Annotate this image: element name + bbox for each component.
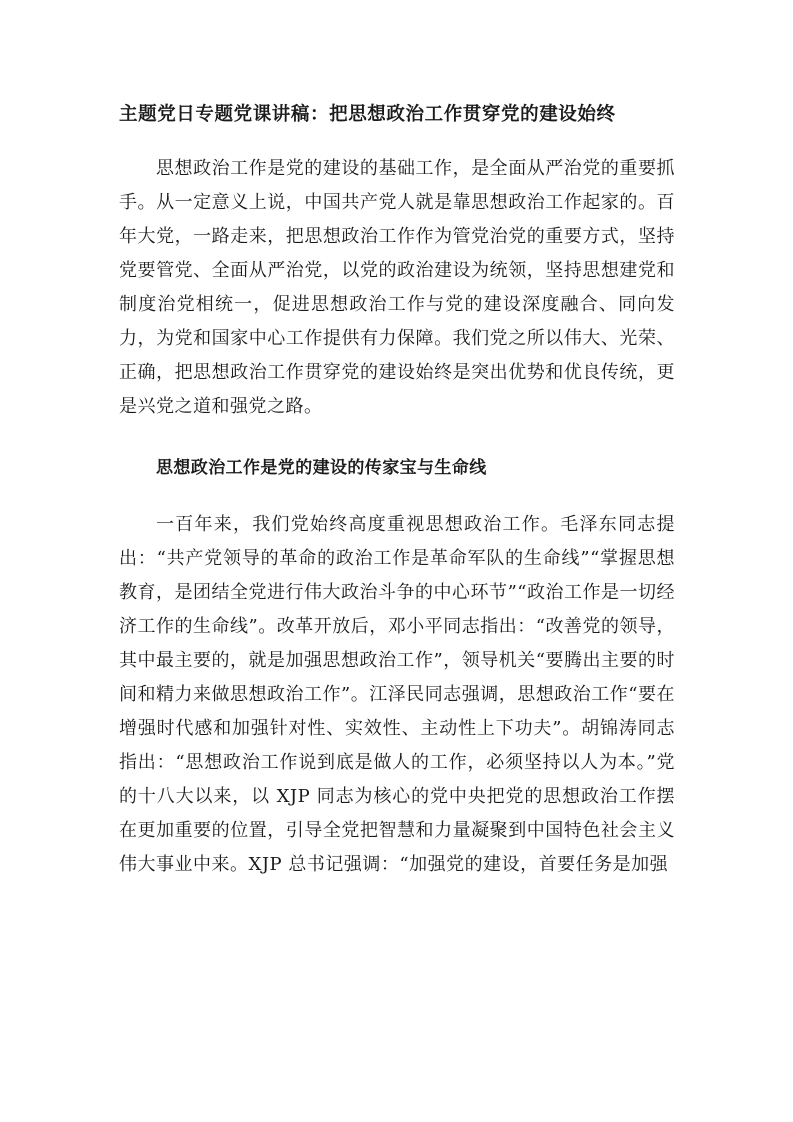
section-heading: 思想政治工作是党的建设的传家宝与生命线	[156, 458, 487, 478]
document-title: 主题党日专题党课讲稿：把思想政治工作贯穿党的建设始终	[119, 104, 616, 125]
section-paragraph: 一百年来，我们党始终高度重视思想政治工作。毛泽东同志提出：“共产党领导的革命的政治工作是革命军队的生命线”“掌握思想教育，是团结全党进行伟大政治斗争的中心环节”“政治工作是一切经济工作的生命线”。改革开放后，邓小平同志指出：“改善党的领导，其中最主要的，就是加强思想政治工作”，领导机关“要腾出主要的时间和精力来做思想政治工作”。江泽民同志强调，思想政治工作“要在增强时代感和加强针对性、实效性、主动性上下功夫”。胡锦涛同志指出：“思想政治工作说到底是做人的工作，必须坚持以人为本。”党的十八大以来，以 XJP 同志为核心的党中央把党的思想政治工作摆在更加重要的位置，引导全党把智慧和力量凝聚到中国特色社会主义伟大事业中来。XJP 总书记强调：“加强党的建设，首要任务是加强	[119, 514, 675, 875]
intro-paragraph: 思想政治工作是党的建设的基础工作，是全面从严治党的重要抓手。从一定意义上说，中国共产党人就是靠思想政治工作起家的。百年大党，一路走来，把思想政治工作作为管党治党的重要方式，坚持党要管党、全面从严治党，以党的政治建设为统领，坚持思想建党和制度治党相统一，促进思想政治工作与党的建设深度融合、同向发力，为党和国家中心工作提供有力保障。我们党之所以伟大、光荣、正确，把思想政治工作贯穿党的建设始终是突出优势和优良传统，更是兴党之道和强党之路。	[119, 158, 675, 417]
document-page	[119, 100, 675, 882]
